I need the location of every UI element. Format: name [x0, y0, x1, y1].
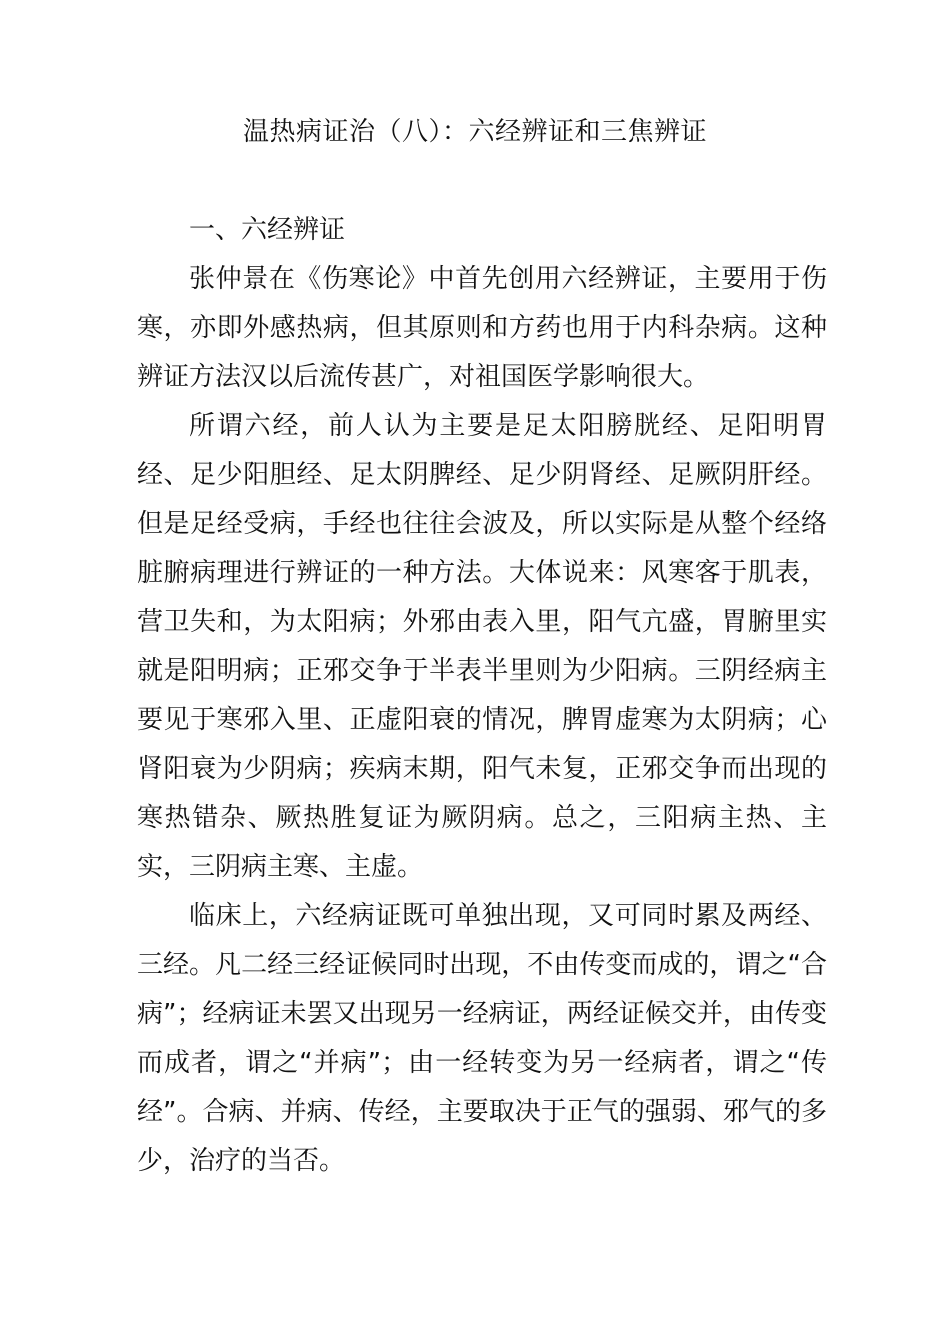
paragraph-2: 所谓六经，前人认为主要是足太阳膀胱经、足阳明胃经、足少阳胆经、足太阴脾经、足少阴肾经、足厥阴肝经。但是足经受病，手经也往往会波及，所以实际是从整个经络脏腑病理进行辨证的一种方法。大体说来：风寒客于肌表，营卫失和，为太阳病；外邪由表入里，阳气亢盛，胃腑里实就是阳明病；正邪交争于半表半里则为少阳病。三阴经病主要见于寒邪入里、正虚阳衰的情况，脾胃虚寒为太阴病；心肾阳衰为少阴病；疾病末期，阳气未复，正邪交争而出现的寒热错杂、厥热胜复证为厥阴病。总之，三阳病主热、主实，三阴病主寒、主虚。 [137, 411, 827, 882]
section-heading: 一、六经辨证 [189, 215, 346, 245]
paragraph-1: 张仲景在《伤寒论》中首先创用六经辨证，主要用于伤寒，亦即外感热病，但其原则和方药也用于内科杂病。这种辨证方法汉以后流传甚广，对祖国医学影响很大。 [137, 264, 827, 392]
document-title: 温热病证治（八）：六经辨证和三焦辨证 [242, 117, 707, 147]
paragraph-3: 临床上，六经病证既可单独出现，又可同时累及两经、三经。凡二经三经证候同时出现，不由传变而成的，谓之“合病”；经病证未罢又出现另一经病证，两经证候交并，由传变而成者，谓之“并病”；由一经转变为另一经病者，谓之“传经”。合病、并病、传经，主要取决于正气的强弱、邪气的多少，治疗的当否。 [137, 901, 827, 1176]
